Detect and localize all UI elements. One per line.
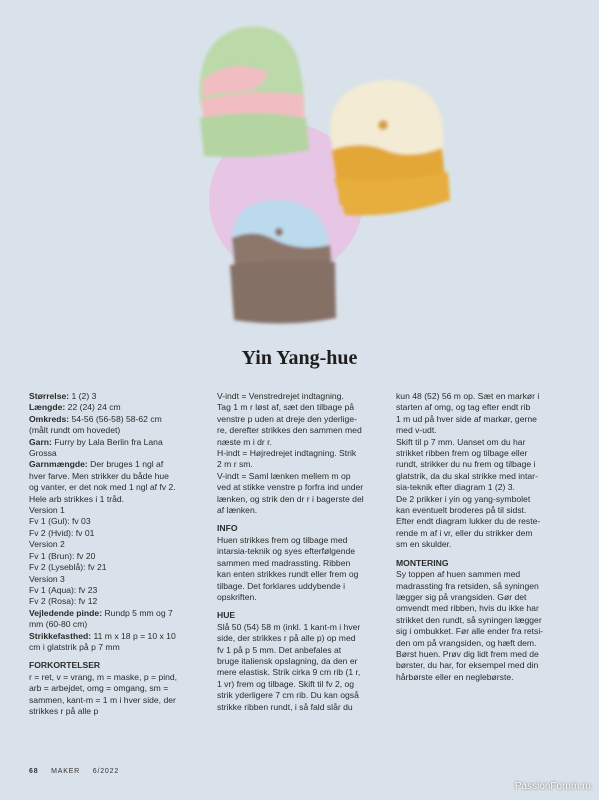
spec-line — [29, 505, 205, 516]
spec-line — [29, 425, 205, 436]
spec-value: cm i glatstrik på p 7 mm — [29, 641, 120, 652]
text-line: H-indt = Højredrejet indtagning. Strik — [217, 448, 357, 459]
spec-line — [29, 528, 205, 539]
text-line: sammen, kant-m = 1 m i hver side, der — [29, 694, 176, 705]
spec-line — [29, 631, 205, 642]
text-line: kan enten strikkes rundt eller frem og — [217, 569, 359, 580]
hue-heading: HUE — [217, 610, 236, 621]
spec-value: Fv 2 (Hvid): fv 01 — [29, 527, 95, 538]
text-line: strikket den rundt, så syningen lægger — [396, 614, 542, 625]
text-line: madrassting fra retsiden, så syningen — [396, 580, 539, 591]
spec-label: Størrelse: — [29, 391, 70, 401]
spec-label: Vejledende pinde: — [29, 607, 103, 618]
spec-line — [29, 402, 205, 413]
text-line: glatstrik, da du skal strikke med intar- — [396, 470, 538, 481]
spec-label: Længde: — [29, 402, 66, 413]
spec-line — [29, 437, 205, 448]
text-line: 2 m r sm. — [217, 459, 253, 470]
text-line: strikkes r på alle p — [29, 705, 99, 716]
text-line: sig i ombukket. Før alle ender fra retsi- — [396, 626, 544, 637]
text-line: lægger sig på vrangsiden. Gør det — [396, 591, 527, 602]
spec-value: Furry by Lala Berlin fra Lana — [51, 436, 163, 447]
text-line: Huen strikkes frem og tilbage med — [217, 534, 348, 545]
article-title: Yin Yang-hue — [241, 347, 358, 369]
text-line: Tag 1 m r løst af, sæt den tilbage på — [217, 402, 355, 413]
text-line: kan eventuelt broderes på til sidst. — [396, 505, 527, 516]
text-line: V-indt = Venstredrejet indtagning. — [217, 391, 344, 401]
spec-line — [29, 494, 205, 505]
spec-value: Fv 1 (Brun): fv 20 — [29, 550, 96, 561]
spec-line — [29, 459, 205, 470]
text-line: tilbage. Det forklares uddybende i — [217, 580, 346, 591]
spec-value: Grossa — [29, 448, 57, 459]
text-line: V-indt = Saml lænken mellem m op — [217, 470, 351, 481]
spec-value: Fv 2 (Rosa): fv 12 — [29, 596, 98, 607]
spec-value: mm (60-80 cm) — [29, 619, 88, 630]
watermark: PassionForum.ru — [514, 781, 591, 792]
spec-value: Version 1 — [29, 505, 65, 516]
text-line: strik yderligere 7 cm rib. Du kan også — [217, 690, 359, 701]
text-line: hårbørste eller en neglebørste. — [396, 671, 514, 682]
spec-line — [29, 619, 205, 630]
text-line: bruge italiensk opslagning, da den er — [217, 655, 358, 666]
text-line: r = ret, v = vrang, m = maske, p = pind, — [29, 671, 178, 682]
spec-line — [29, 642, 205, 653]
abbreviations-text — [217, 391, 393, 516]
magazine-name: MAKER — [51, 768, 81, 775]
text-line: af lænken. — [217, 505, 258, 516]
text-line: den om på vrangsiden, og hæft dem. — [396, 637, 537, 648]
spec-line — [29, 596, 205, 607]
spec-value: Fv 1 (Aqua): fv 23 — [29, 584, 98, 595]
spec-label: Strikkefasthed: — [29, 630, 92, 641]
text-line: kun 48 (52) 56 m op. Sæt en markør i — [396, 391, 540, 401]
spec-label: Omkreds: — [29, 413, 70, 424]
text-line: børster, du har, for eksempel med din — [396, 660, 539, 671]
spec-value: Version 2 — [29, 539, 65, 550]
text-line: sia-teknik efter diagram 1 (2) 3. — [396, 482, 515, 493]
text-line: lænken, og strik den dr r i bagerste del — [217, 493, 364, 504]
issue-number: 6/2022 — [92, 768, 120, 775]
text-line: starten af omg, og tag efter endt rib — [396, 402, 531, 413]
spec-label: Garn: — [29, 436, 52, 447]
spec-value: 11 m x 18 p = 10 x 10 — [91, 630, 176, 641]
text-line: sm en skulder. — [396, 539, 452, 550]
spec-line — [29, 448, 205, 459]
column-1 — [29, 391, 205, 717]
spec-line — [29, 585, 205, 596]
spec-value: Rundp 5 mm og 7 — [102, 607, 173, 618]
info-text — [217, 535, 393, 603]
spec-value: 54-56 (56-58) 58-62 cm — [69, 413, 162, 424]
hats-illustration — [0, 0, 599, 340]
text-line: Skift til p 7 mm. Uanset om du har — [396, 436, 526, 447]
text-line: arb = arbejdet, omg = omgang, sm = — [29, 683, 169, 694]
spec-value: 22 (24) 24 cm — [65, 402, 121, 413]
spec-value: Hele arb strikkes i 1 tråd. — [29, 493, 125, 504]
text-line: De 2 prikker i yin og yang-symbolet — [396, 493, 531, 504]
spec-value: og vanter, er det nok med 1 ngl af fv 2. — [29, 482, 176, 493]
text-line: med v-udt. — [396, 425, 437, 436]
spec-value: Der bruges 1 ngl af — [87, 459, 164, 470]
text-line: næste m i dr r. — [217, 436, 272, 447]
spec-value: Fv 1 (Gul): fv 03 — [29, 516, 91, 527]
text-line: venstre p uden at dreje den yderlige- — [217, 413, 357, 424]
forkortelser-heading: FORKORTELSER — [29, 660, 101, 671]
spec-line — [29, 471, 205, 482]
page-number: 68 — [29, 768, 39, 775]
spec-line — [29, 574, 205, 585]
instructions-text — [396, 391, 572, 551]
spec-line — [29, 551, 205, 562]
spec-value: Fv 2 (Lyseblå): fv 21 — [29, 562, 107, 573]
text-line: sammen med madrassting. Ribben — [217, 557, 351, 568]
info-heading: INFO — [217, 523, 238, 534]
text-line: Slå 50 (54) 58 m (inkl. 1 kant-m i hver — [217, 621, 361, 632]
text-line: Efter endt diagram lukker du de reste- — [396, 516, 541, 527]
spec-value: Version 3 — [29, 573, 65, 584]
hue-text — [217, 622, 393, 713]
spec-value: (målt rundt om hovedet) — [29, 425, 121, 436]
spec-value: 1 (2) 3 — [69, 391, 97, 401]
text-line: 1 vr) frem og tilbage. Skift til fv 2, og — [217, 678, 355, 689]
spec-line — [29, 539, 205, 550]
text-line: side, der strikkes r på alle p) op med — [217, 633, 356, 644]
text-line: strikket ribben frem og tilbage eller — [396, 448, 528, 459]
text-line: strikke ribben rundt, i så fald slår du — [217, 701, 353, 712]
hat-green-pink — [200, 27, 309, 157]
text-line: omvendt med ribben, hvis du ikke har — [396, 603, 539, 614]
text-line: Sy toppen af huen sammen med — [396, 569, 521, 580]
spec-line — [29, 482, 205, 493]
hat-cream-yellow — [330, 80, 450, 215]
spec-label: Garnmængde: — [29, 459, 88, 470]
text-line: rundt, strikker du nu frem og tilbage i — [396, 459, 536, 470]
text-line: Børst huen. Prøv dig lidt frem med de — [396, 648, 539, 659]
text-line: rende m af i vr, eller du strikker dem — [396, 527, 533, 538]
column-3 — [396, 391, 572, 683]
column-2 — [217, 391, 393, 713]
text-line: opskriften. — [217, 591, 257, 602]
text-line: intarsia-teknik og syes efterfølgende — [217, 546, 356, 557]
spec-value: hver farve. Men strikker du både hue — [29, 470, 169, 481]
spec-line — [29, 608, 205, 619]
text-line: ved at stikke venstre p forfra ind under — [217, 482, 364, 493]
montering-heading: MONTERING — [396, 557, 449, 568]
text-line: 1 m ud på hver side af markør, gerne — [396, 413, 537, 424]
forkortelser-text — [29, 672, 205, 718]
text-line: re, derefter strikkes den sammen med — [217, 425, 362, 436]
montering-text — [396, 569, 572, 683]
spec-line — [29, 516, 205, 527]
text-line: mere elastisk. Strik cirka 9 cm rib (1 r, — [217, 667, 361, 678]
spec-line — [29, 391, 205, 402]
spec-line — [29, 414, 205, 425]
page-footer — [29, 768, 129, 775]
spec-line — [29, 562, 205, 573]
specs-list — [29, 391, 205, 653]
text-line: fv 1 på p 5 mm. Det anbefales at — [217, 644, 342, 655]
